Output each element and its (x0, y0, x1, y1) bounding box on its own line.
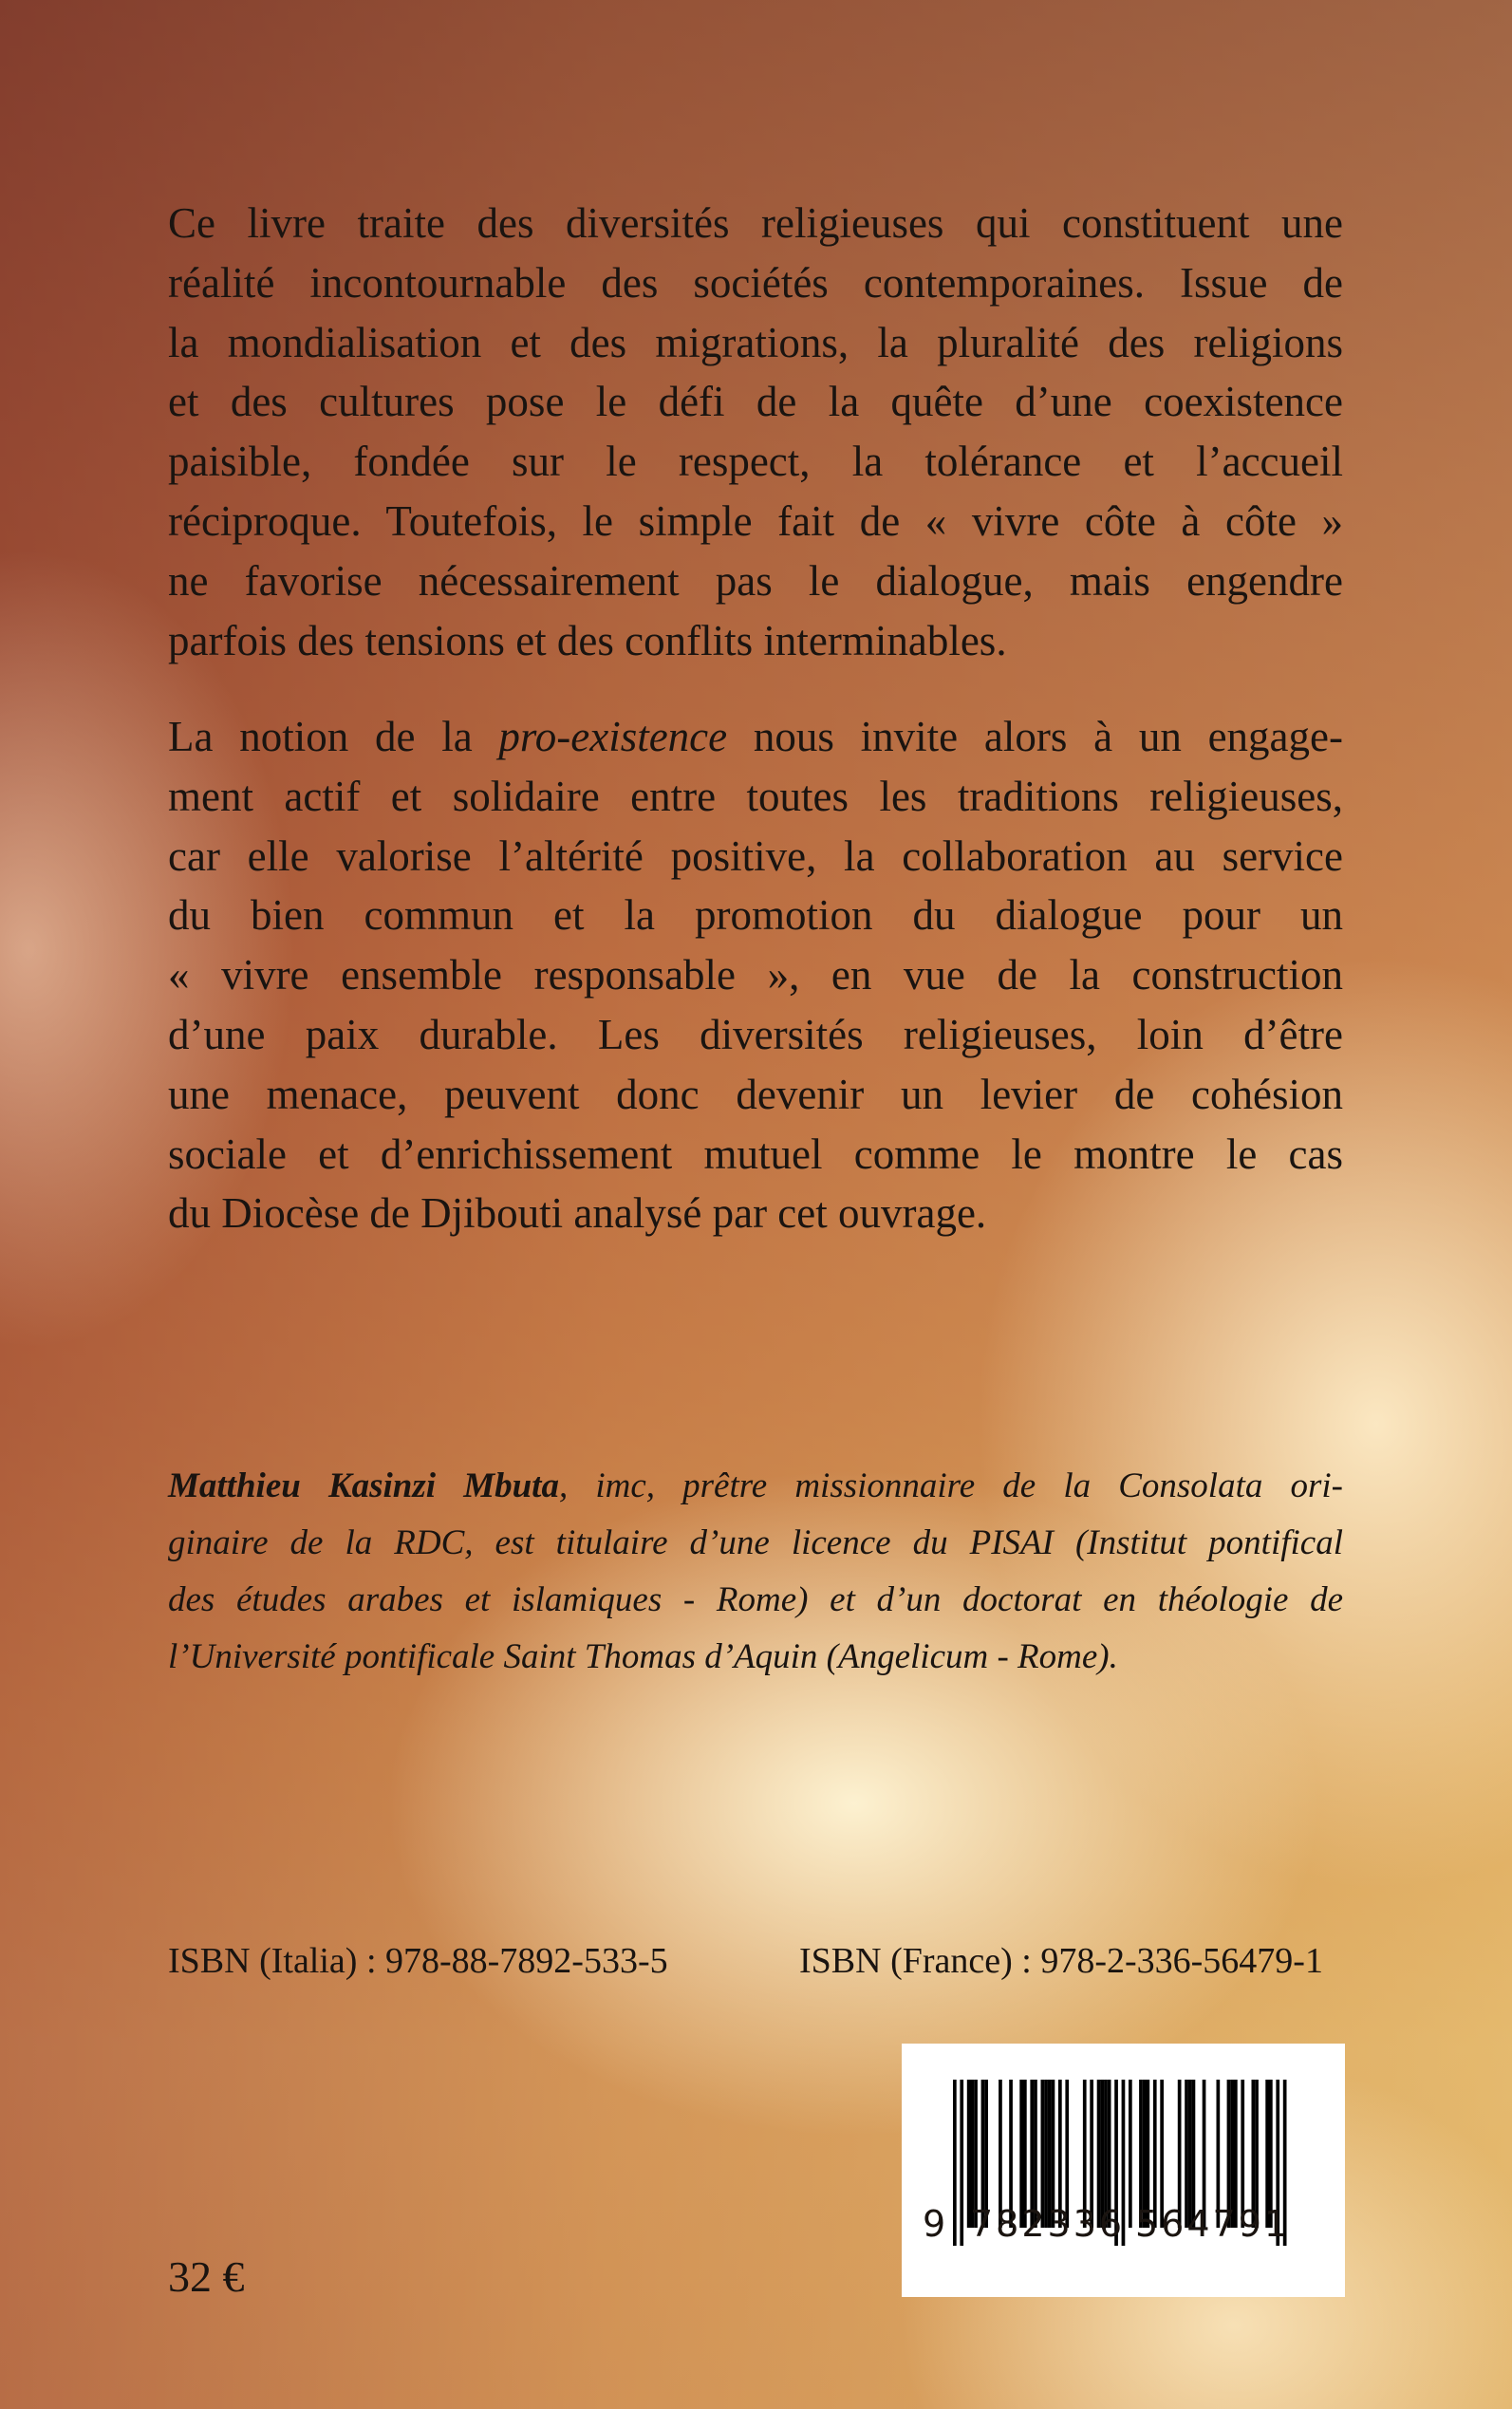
text-fragment: nous invite alors à un engage- (727, 713, 1343, 760)
isbn-italia: ISBN (Italia) : 978-88-7892-533-5 (168, 1941, 668, 1981)
barcode-bar (953, 2080, 957, 2246)
barcode-first-digit: 9 (923, 2203, 946, 2245)
text-fragment: La notion de la (168, 713, 499, 760)
summary-paragraph-2 (168, 707, 1343, 1243)
text-line: sociale et d’enrichissement mutuel comme le montre le cas (168, 1130, 1343, 1178)
text-line: une menace, peuvent donc devenir un levier de cohésion (168, 1070, 1343, 1118)
barcode-bar (1129, 2080, 1132, 2228)
barcode-right-digits: 564791 (1135, 2203, 1291, 2245)
text-line: ginaire de la RDC, est titulaire d’une licence du PISAI (Institut pontifical (168, 1523, 1343, 1562)
text-line: Ce livre traite des diversités religieuses qui constituent une (168, 199, 1343, 247)
text-line: car elle valorise l’altérité positive, la collaboration au service (168, 831, 1343, 880)
text-line: réalité incontournable des sociétés contemporaines. Issue de (168, 258, 1343, 307)
emphasis-pro-existence: pro-existence (498, 713, 728, 760)
author-name: Matthieu Kasinzi Mbuta (168, 1466, 559, 1505)
price: 32 € (168, 2252, 245, 2301)
text-line (168, 1458, 1343, 1515)
author-bio (168, 1458, 1343, 1686)
text-line: du Diocèse de Djibouti analysé par cet ouvrage. (168, 1189, 987, 1238)
text-line: la mondialisation et des migrations, la pluralité des religions (168, 318, 1343, 366)
summary-paragraph-1 (168, 194, 1343, 670)
text-line: ne favorise nécessairement pas le dialogue, mais engendre (168, 556, 1343, 605)
text-line: « vivre ensemble responsable », en vue de la construction (168, 951, 1343, 999)
text-line: parfois des tensions et des conflits interminables. (168, 616, 1007, 664)
text-line: d’une paix durable. Les diversités religieuses, loin d’être (168, 1010, 1343, 1058)
isbn-france: ISBN (France) : 978-2-336-56479-1 (799, 1941, 1323, 1981)
text-line: paisible, fondée sur le respect, la tolérance et l’accueil (168, 438, 1343, 486)
barcode-left-digits: 782336 (970, 2203, 1126, 2245)
text-line: l’Université pontificale Saint Thomas d’Aquin (Angelicum - Rome). (168, 1637, 1118, 1676)
text-line: ment actif et solidaire entre toutes les traditions religieuses, (168, 772, 1343, 820)
barcode (902, 2044, 1345, 2297)
text-line: du bien commun et la promotion du dialogue pour un (168, 891, 1343, 940)
text-line: et des cultures pose le défi de la quête d’une coexistence (168, 378, 1343, 426)
text-line: des études arabes et islamiques - Rome) et d’un doctorat en théologie de (168, 1580, 1343, 1619)
barcode-bar (960, 2080, 963, 2246)
text-fragment: , imc, prêtre missionnaire de la Consolata ori- (558, 1466, 1343, 1505)
text-line: réciproque. Toutefois, le simple fait de « vivre côte à côte » (168, 496, 1343, 545)
text-line (168, 707, 1343, 767)
